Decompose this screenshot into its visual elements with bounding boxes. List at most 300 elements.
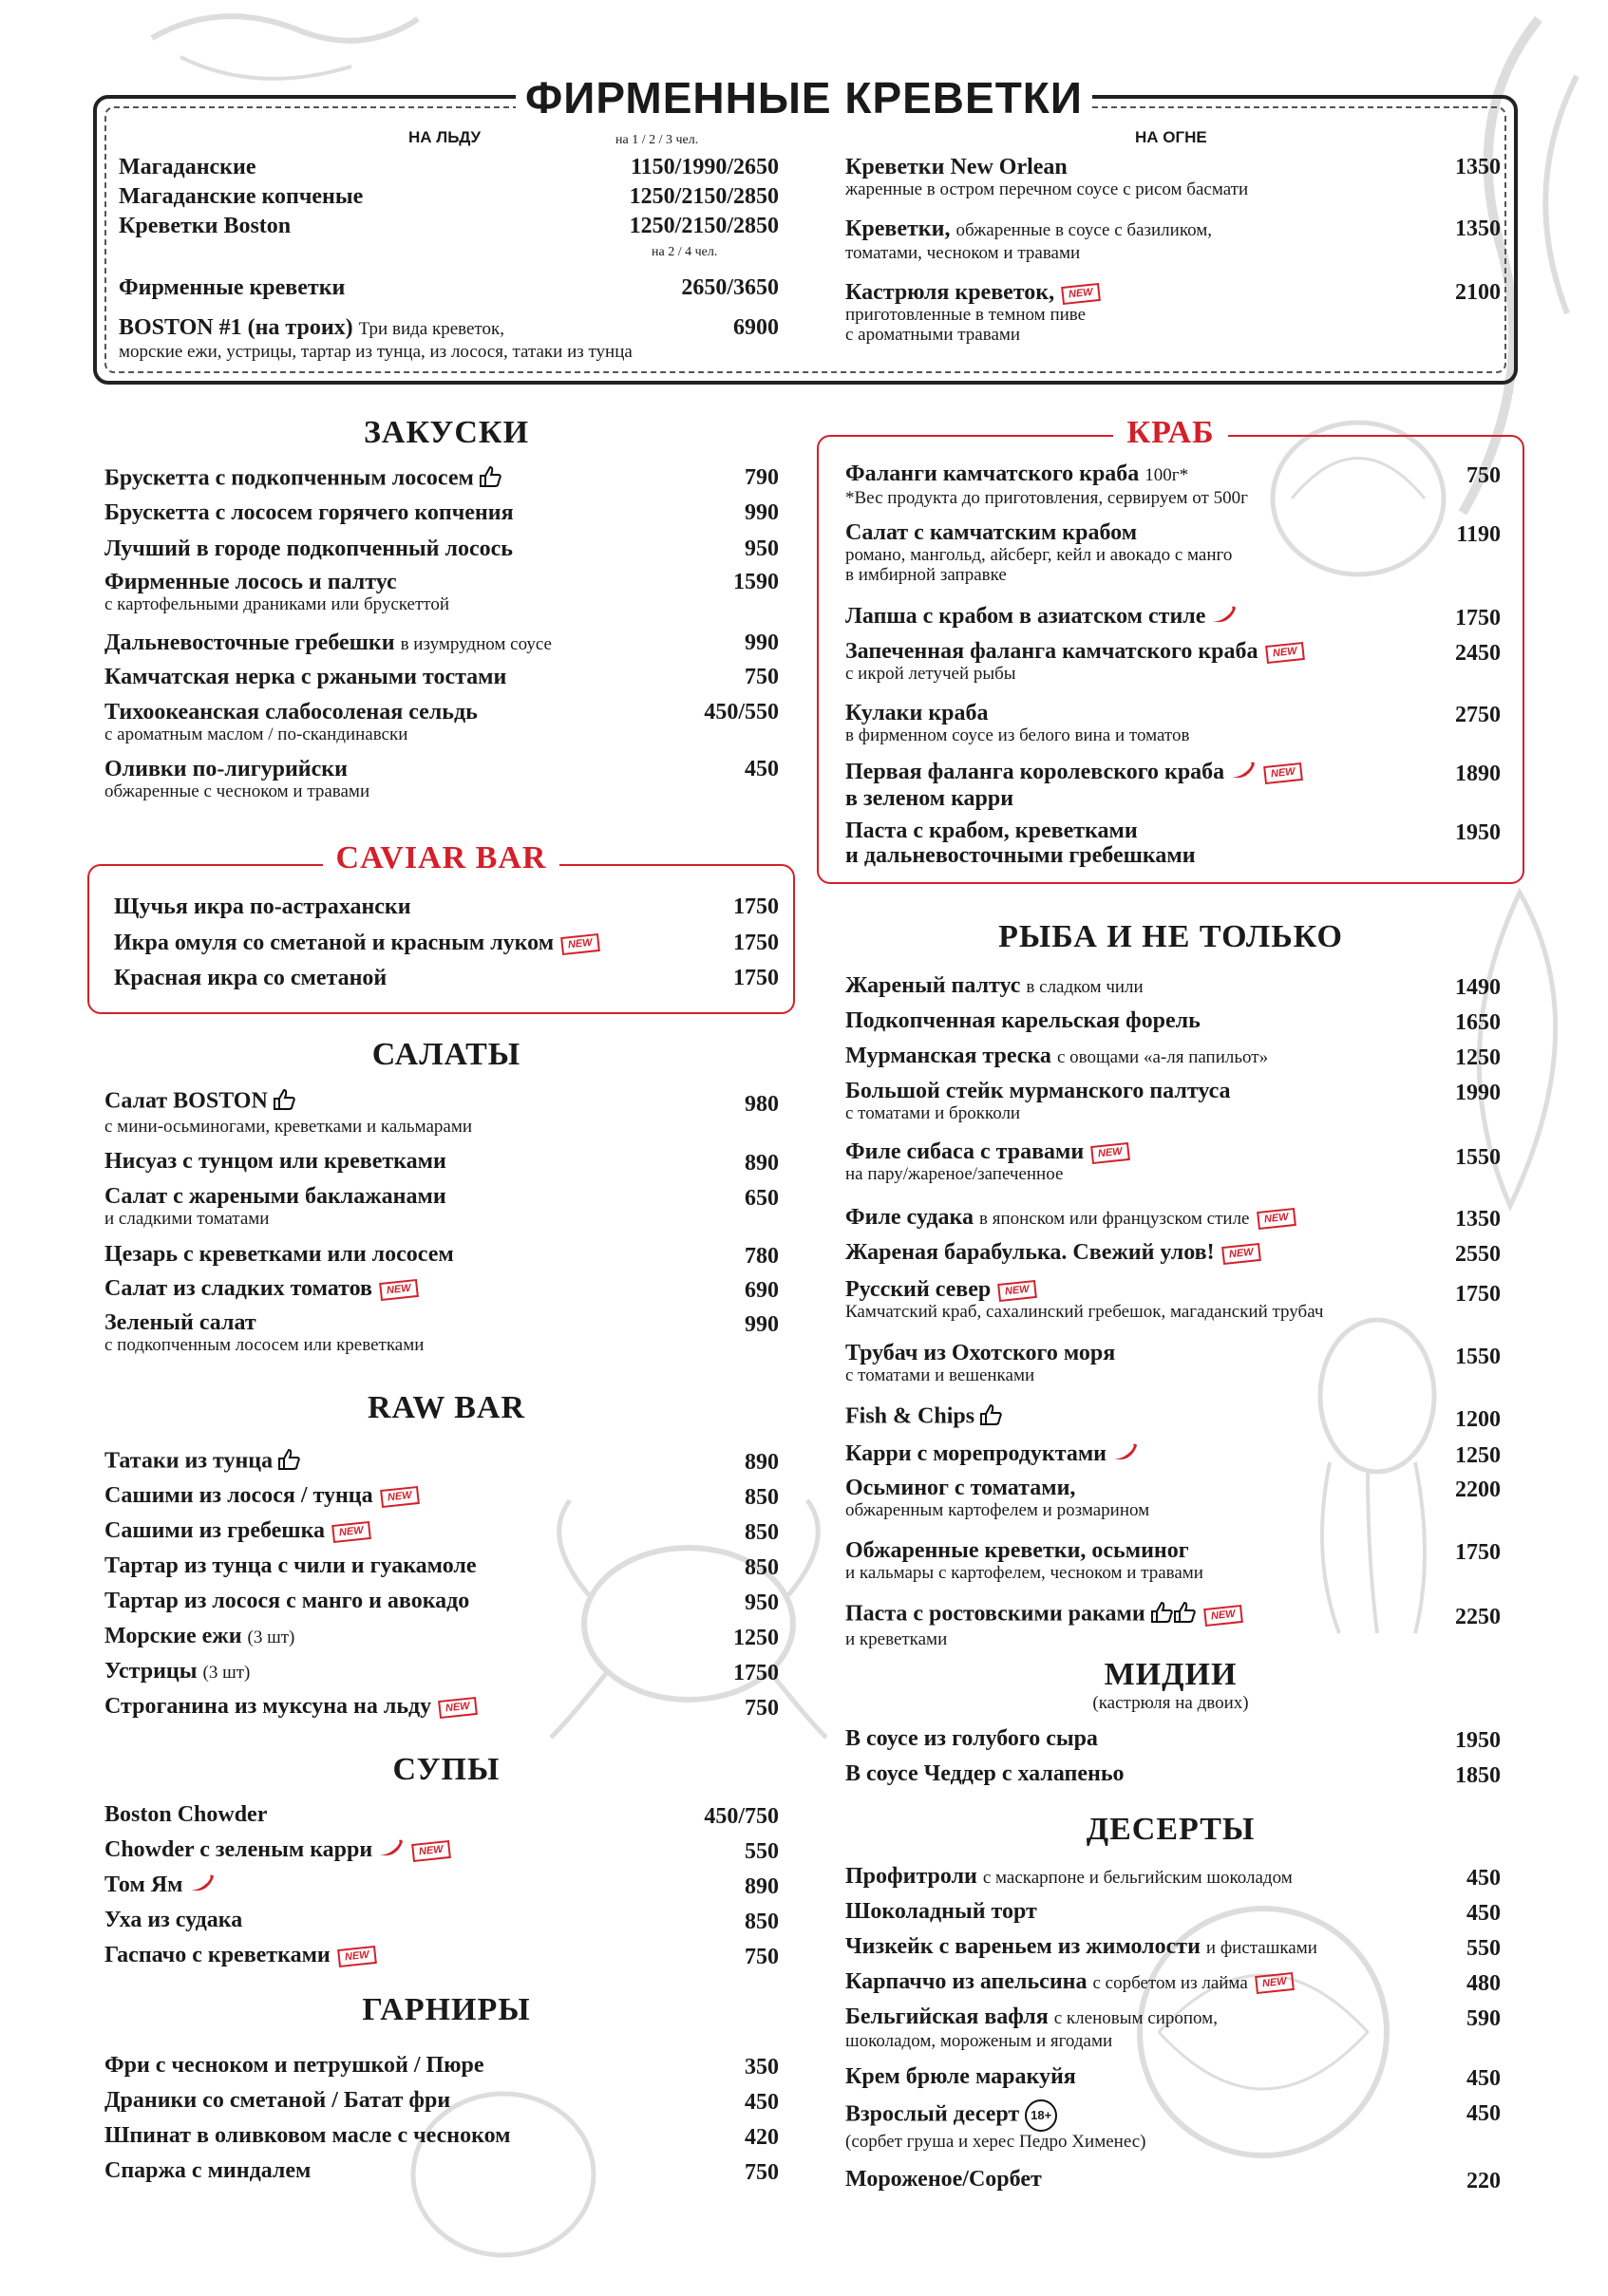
fire-heading: НА ОГНЕ bbox=[1135, 128, 1207, 146]
item-price: 550 bbox=[745, 1839, 779, 1864]
item-name: Магаданские копченые bbox=[119, 184, 364, 209]
item-name-extra: Три вида креветок, bbox=[358, 319, 504, 339]
menu-item bbox=[845, 973, 1144, 1000]
item-description: с томатами и вешенками bbox=[845, 1365, 1035, 1385]
item-description: на пару/жареное/запеченное bbox=[845, 1164, 1064, 1184]
item-name bbox=[845, 1240, 1259, 1265]
item-name-text: Русский север bbox=[845, 1277, 992, 1302]
item-description: с ароматным маслом / по-скандинавски bbox=[104, 725, 408, 744]
item-name-line-2: и дальневосточными гребешками bbox=[845, 843, 1196, 868]
item-name: Нисуаз с тунцом или креветками bbox=[104, 1149, 446, 1174]
item-price: 1850 bbox=[1455, 1763, 1501, 1788]
menu-item bbox=[104, 1448, 301, 1477]
menu-item bbox=[104, 1310, 424, 1355]
section-title-rawbar: RAW BAR bbox=[367, 1390, 525, 1425]
menu-item bbox=[114, 894, 411, 919]
item-name bbox=[845, 1205, 1295, 1232]
item-price: 550 bbox=[1466, 1936, 1501, 1961]
item-price: 850 bbox=[745, 1485, 779, 1510]
chili-pepper-icon bbox=[187, 1873, 216, 1899]
item-price: 6900 bbox=[733, 315, 779, 340]
item-price: 750 bbox=[745, 2160, 779, 2185]
item-name bbox=[845, 639, 1303, 664]
menu-item bbox=[845, 1079, 1231, 1123]
item-price: 2750 bbox=[1455, 703, 1501, 727]
item-name: Красная икра со сметаной bbox=[114, 966, 388, 990]
item-name-text: Chowder с зеленым карри bbox=[104, 1837, 373, 1862]
item-name-text: Икра омуля со сметаной и красным луком bbox=[114, 931, 555, 955]
item-price: 850 bbox=[745, 1910, 779, 1934]
menu-item bbox=[845, 1538, 1203, 1583]
item-price: 1250 bbox=[733, 1626, 779, 1650]
item-name-text: Чизкейк с вареньем из жимолости bbox=[845, 1934, 1201, 1959]
thumbs-up-icon bbox=[478, 465, 502, 494]
menu-item bbox=[104, 500, 514, 525]
item-name bbox=[845, 461, 1248, 488]
menu-item bbox=[845, 760, 1302, 811]
menu-item bbox=[104, 630, 552, 657]
menu-item bbox=[845, 1601, 1241, 1649]
item-price: 750 bbox=[745, 1945, 779, 1969]
item-name bbox=[104, 1694, 477, 1719]
menu-item bbox=[104, 1553, 477, 1578]
item-price: 1750 bbox=[733, 1661, 779, 1685]
new-badge: NEW bbox=[411, 1840, 450, 1862]
menu-item bbox=[845, 461, 1248, 508]
item-name-text: Морские ежи bbox=[104, 1624, 242, 1648]
item-name-extra: в японском или французском стиле bbox=[979, 1209, 1250, 1229]
new-badge: NEW bbox=[1203, 1604, 1242, 1626]
menu-item bbox=[104, 570, 449, 614]
item-name-text: Профитроли bbox=[845, 1864, 977, 1889]
menu-item bbox=[845, 1726, 1098, 1751]
thumbs-up-double-icon bbox=[1149, 1601, 1197, 1629]
item-price: 790 bbox=[745, 465, 779, 490]
menu-item bbox=[845, 2004, 1218, 2051]
menu-item bbox=[104, 2123, 510, 2148]
item-price: 1490 bbox=[1455, 975, 1501, 1000]
item-name-extra: (3 шт) bbox=[202, 1663, 251, 1683]
item-name-text: Брускетта с подкопченным лососем bbox=[104, 465, 474, 491]
item-name-extra: в сладком чили bbox=[1026, 977, 1144, 997]
menu-item bbox=[104, 1149, 446, 1174]
menu-item bbox=[119, 155, 255, 179]
menu-item bbox=[845, 280, 1100, 345]
item-name-text: Жареная барабулька. Свежий улов! bbox=[845, 1240, 1215, 1265]
menu-item bbox=[104, 1483, 418, 1508]
item-name bbox=[104, 1088, 472, 1117]
item-price: 350 bbox=[745, 2055, 779, 2080]
menu-item bbox=[845, 1205, 1295, 1232]
new-badge: NEW bbox=[331, 1521, 370, 1543]
item-description-2: в имбирной заправке bbox=[845, 565, 1007, 585]
item-name bbox=[104, 1448, 301, 1477]
menu-item bbox=[845, 155, 1248, 199]
item-price: 1750 bbox=[733, 931, 779, 955]
menu-item bbox=[104, 1694, 477, 1719]
thumbs-up-icon bbox=[272, 1088, 296, 1117]
menu-item bbox=[104, 1659, 250, 1685]
item-name: Зеленый салат bbox=[104, 1310, 256, 1335]
item-name-extra: (3 шт) bbox=[247, 1628, 295, 1647]
item-price: 2200 bbox=[1455, 1477, 1501, 1502]
item-name bbox=[845, 1969, 1293, 1996]
item-name bbox=[104, 1873, 216, 1899]
item-name: Брускетта с лососем горячего копчения bbox=[104, 500, 514, 525]
chili-pepper-icon bbox=[1110, 1441, 1139, 1468]
item-name bbox=[845, 1441, 1139, 1468]
menu-item bbox=[845, 1864, 1293, 1891]
new-badge: NEW bbox=[380, 1486, 419, 1508]
item-price: 750 bbox=[745, 665, 779, 689]
new-badge: NEW bbox=[1221, 1243, 1260, 1265]
item-name-extra: с овощами «а-ля папильот» bbox=[1056, 1047, 1269, 1067]
item-description: (сорбет груша и херес Педро Хименес) bbox=[845, 2132, 1146, 2152]
item-price: 2250 bbox=[1455, 1605, 1501, 1629]
item-name-text: Карпаччо из апельсина bbox=[845, 1969, 1088, 1994]
menu-item bbox=[845, 2099, 1146, 2152]
item-name-text: Взрослый десерт bbox=[845, 2101, 1020, 2127]
item-name-text: Фаланги камчатского краба bbox=[845, 461, 1140, 486]
item-name-text: Лапша с крабом в азиатском стиле bbox=[845, 604, 1206, 629]
menu-item bbox=[845, 520, 1232, 585]
item-name: Кулаки краба bbox=[845, 701, 989, 725]
item-name bbox=[845, 2004, 1218, 2031]
item-name-extra: с маскарпоне и бельгийским шоколадом bbox=[982, 1868, 1293, 1888]
item-price: 220 bbox=[1466, 2169, 1501, 2193]
item-name: Оливки по-лигурийски bbox=[104, 757, 348, 781]
item-description: с подкопченным лососем или креветками bbox=[104, 1335, 425, 1355]
item-name-text: Мурманская треска bbox=[845, 1044, 1051, 1068]
item-price: 1750 bbox=[733, 966, 779, 990]
thumbs-up-icon bbox=[276, 1448, 301, 1477]
item-name-extra: с кленовым сиропом, bbox=[1053, 2008, 1218, 2028]
new-badge: NEW bbox=[1257, 1208, 1296, 1230]
item-description: приготовленные в темном пиве bbox=[845, 305, 1087, 325]
menu-item bbox=[845, 819, 1196, 868]
item-name: Boston Chowder bbox=[104, 1802, 268, 1827]
section-title-sides: ГАРНИРЫ bbox=[362, 1992, 531, 2027]
section-title-crab bbox=[817, 415, 1524, 451]
new-badge: NEW bbox=[1263, 762, 1302, 784]
menu-item bbox=[104, 1242, 454, 1267]
item-name bbox=[845, 1403, 1003, 1432]
section-title-caviar bbox=[87, 840, 795, 876]
item-name-extra: с сорбетом из лайма bbox=[1092, 1973, 1248, 1993]
item-price: 2450 bbox=[1455, 641, 1501, 666]
item-name bbox=[845, 973, 1144, 1000]
item-description: Камчатский краб, сахалинский гребешок, магаданский трубач bbox=[845, 1302, 1324, 1322]
item-price: 950 bbox=[745, 1590, 779, 1615]
new-badge: NEW bbox=[1061, 283, 1100, 305]
menu-item bbox=[119, 275, 345, 300]
item-price: 1200 bbox=[1455, 1407, 1501, 1432]
menu-item bbox=[845, 1934, 1317, 1961]
menu-item bbox=[845, 1277, 1323, 1322]
item-price: 450 bbox=[1466, 1866, 1501, 1891]
item-price: 1550 bbox=[1455, 1345, 1501, 1369]
item-price: 1250/2150/2850 bbox=[629, 214, 779, 238]
item-price: 1650 bbox=[1455, 1010, 1501, 1035]
menu-item bbox=[845, 2167, 1042, 2192]
item-name: Фирменные креветки bbox=[119, 275, 346, 300]
item-price: 1250 bbox=[1455, 1045, 1501, 1070]
menu-item bbox=[104, 1943, 375, 1967]
item-name: Трубач из Охотского моря bbox=[845, 1341, 1116, 1365]
signature-shrimp-title bbox=[0, 72, 1608, 123]
item-price: 1350 bbox=[1455, 1207, 1501, 1232]
item-name: Фри с чесноком и петрушкой / Пюре bbox=[104, 2053, 484, 2078]
section-title-mussels: МИДИИ bbox=[1104, 1657, 1238, 1692]
item-name bbox=[845, 216, 1212, 243]
item-price: 1350 bbox=[1455, 216, 1501, 241]
item-name-text: Том Ям bbox=[104, 1873, 183, 1897]
item-description: *Вес продукта до приготовления, сервируем от 500г bbox=[845, 488, 1248, 508]
menu-item bbox=[104, 1589, 469, 1613]
item-name-text: Бельгийская вафля bbox=[845, 2004, 1049, 2029]
menu-item bbox=[104, 2088, 450, 2113]
item-price: 450/550 bbox=[704, 700, 779, 725]
menu-item bbox=[104, 1624, 294, 1650]
item-description: и сладкими томатами bbox=[104, 1209, 270, 1229]
item-price: 2650/3650 bbox=[681, 275, 779, 300]
item-description: томатами, чесноком и травами bbox=[845, 243, 1081, 263]
menu-item bbox=[845, 1240, 1259, 1265]
chili-pepper-icon bbox=[376, 1837, 405, 1864]
item-price: 890 bbox=[745, 1151, 779, 1176]
item-price: 650 bbox=[745, 1186, 779, 1211]
item-description: морские ежи, устрицы, тартар из тунца, из лосося, татаки из тунца bbox=[119, 342, 633, 362]
item-price: 990 bbox=[745, 630, 779, 655]
item-price: 890 bbox=[745, 1874, 779, 1899]
item-description-2: с ароматными травами bbox=[845, 325, 1021, 345]
item-name bbox=[845, 2099, 1146, 2132]
ice-portion-note: на 1 / 2 / 3 чел. bbox=[615, 133, 699, 147]
item-name-text: Татаки из тунца bbox=[104, 1448, 274, 1474]
item-description: и креветками bbox=[845, 1629, 948, 1649]
item-price: 1750 bbox=[733, 894, 779, 919]
menu-item bbox=[845, 1341, 1115, 1385]
new-badge: NEW bbox=[1265, 642, 1304, 664]
item-name bbox=[845, 1139, 1129, 1164]
item-name-text: Fish & Chips bbox=[845, 1403, 975, 1429]
menu-item bbox=[845, 1044, 1268, 1070]
item-price: 2550 bbox=[1455, 1242, 1501, 1267]
item-name-extra: и фисташками bbox=[1205, 1938, 1317, 1958]
item-name bbox=[845, 1934, 1317, 1961]
item-name: Подкопченная карельская форель bbox=[845, 1008, 1201, 1033]
menu-item bbox=[845, 604, 1238, 630]
item-name bbox=[104, 1659, 250, 1685]
item-name-text: Креветки, bbox=[845, 216, 951, 241]
menu-item bbox=[104, 665, 506, 689]
item-name bbox=[104, 630, 552, 657]
item-name: Щучья икра по-астрахански bbox=[114, 894, 411, 919]
item-name-text: Сашими из гребешка bbox=[104, 1518, 326, 1543]
item-price: 1150/1990/2650 bbox=[630, 155, 779, 179]
item-name bbox=[114, 931, 599, 955]
item-name-text: Жареный палтус bbox=[845, 973, 1021, 998]
item-name bbox=[104, 1276, 418, 1301]
new-badge: NEW bbox=[1255, 1972, 1294, 1994]
item-name-text: Гаспачо с креветками bbox=[104, 1943, 331, 1967]
item-name-text: Салат из сладких томатов bbox=[104, 1276, 372, 1301]
item-price: 990 bbox=[745, 1312, 779, 1337]
section-title-fish: РЫБА И НЕ ТОЛЬКО bbox=[998, 919, 1343, 954]
new-badge: NEW bbox=[337, 1946, 376, 1967]
menu-item bbox=[845, 1476, 1149, 1520]
signature-title-text: ФИРМЕННЫЕ КРЕВЕТКИ bbox=[516, 73, 1092, 122]
item-name: Обжаренные креветки, осьминог bbox=[845, 1538, 1189, 1563]
item-price: 450 bbox=[1466, 2101, 1501, 2126]
item-name-text: Первая фаланга королевского краба bbox=[845, 760, 1225, 784]
menu-item bbox=[104, 1837, 450, 1864]
item-price: 750 bbox=[745, 1696, 779, 1721]
item-price: 480 bbox=[1466, 1971, 1501, 1996]
menu-item bbox=[104, 2053, 484, 2078]
item-name: Крем брюле маракуйя bbox=[845, 2064, 1076, 2089]
item-price: 590 bbox=[1466, 2006, 1501, 2031]
item-name: Тартар из тунца с чили и гуакамоле bbox=[104, 1553, 477, 1578]
item-price: 690 bbox=[745, 1278, 779, 1303]
item-name: Лучший в городе подкопченный лосось bbox=[104, 536, 513, 561]
menu-item bbox=[845, 1403, 1003, 1432]
item-name-extra: обжаренные в соусе с базиликом, bbox=[955, 220, 1213, 240]
menu-item bbox=[845, 1899, 1037, 1924]
item-price: 750 bbox=[1466, 463, 1501, 488]
item-name: Шоколадный торт bbox=[845, 1899, 1037, 1924]
item-name: Магаданские bbox=[119, 155, 256, 179]
item-price: 1250 bbox=[1455, 1443, 1501, 1468]
menu-item bbox=[845, 1139, 1129, 1184]
menu-item bbox=[845, 639, 1303, 684]
item-price: 2100 bbox=[1455, 280, 1501, 305]
menu-item bbox=[104, 465, 502, 494]
menu-item bbox=[104, 1184, 446, 1229]
item-name bbox=[845, 280, 1100, 305]
item-description: с мини-осьминогами, креветками и кальмарами bbox=[104, 1117, 473, 1137]
item-name-text: Строганина из муксуна на льду bbox=[104, 1694, 432, 1719]
age-restriction-badge: 18+ bbox=[1025, 2099, 1057, 2132]
item-name-extra: в изумрудном соусе bbox=[400, 634, 552, 654]
item-price: 450 bbox=[1466, 2066, 1501, 2091]
item-name-text: Сашими из лосося / тунца bbox=[104, 1483, 373, 1508]
item-description: шоколадом, мороженым и ягодами bbox=[845, 2031, 1113, 2051]
item-price: 1750 bbox=[1455, 1540, 1501, 1565]
item-price: 1350 bbox=[1455, 155, 1501, 179]
item-name: Камчатская нерка с ржаными тостами bbox=[104, 665, 507, 689]
new-badge: NEW bbox=[1090, 1142, 1129, 1164]
item-price: 420 bbox=[745, 2125, 779, 2150]
menu-item bbox=[845, 1969, 1293, 1996]
item-name-line-2: в зеленом карри bbox=[845, 786, 1014, 812]
menu-item bbox=[104, 757, 369, 801]
item-name: Драники со сметаной / Батат фри bbox=[104, 2088, 451, 2113]
item-name: Салат с камчатским крабом bbox=[845, 520, 1138, 545]
menu-item bbox=[104, 1518, 370, 1543]
item-name: Цезарь с креветками или лососем bbox=[104, 1242, 454, 1267]
ice-portion-note-2: на 2 / 4 чел. bbox=[652, 245, 718, 259]
item-price: 850 bbox=[745, 1555, 779, 1580]
item-description: жаренные в остром перечном соусе с рисом басмати bbox=[845, 179, 1249, 199]
item-description: в фирменном соусе из белого вина и томатов bbox=[845, 725, 1190, 745]
item-name bbox=[104, 1483, 418, 1508]
section-title-salads: САЛАТЫ bbox=[371, 1037, 521, 1072]
item-name: Тихоокеанская слабосоленая сельдь bbox=[104, 700, 478, 725]
item-name: Креветки New Orlean bbox=[845, 155, 1068, 179]
item-description: обжаренным картофелем и розмарином bbox=[845, 1500, 1150, 1520]
item-price: 450/750 bbox=[704, 1804, 779, 1829]
menu-item bbox=[104, 1802, 267, 1827]
item-description: романо, мангольд, айсберг, кейл и авокадо с манго bbox=[845, 545, 1233, 565]
item-name-extra: 100г* bbox=[1145, 465, 1189, 485]
new-badge: NEW bbox=[379, 1279, 418, 1301]
item-name-text: Дальневосточные гребешки bbox=[104, 630, 395, 655]
menu-item bbox=[845, 1008, 1201, 1033]
item-description: с картофельными драниками или брускеттой bbox=[104, 594, 450, 614]
chili-pepper-icon bbox=[1209, 604, 1238, 630]
item-name bbox=[104, 1518, 370, 1543]
item-name: Паста с крабом, креветками bbox=[845, 819, 1138, 843]
item-price: 1190 bbox=[1456, 522, 1501, 547]
menu-item bbox=[119, 214, 291, 238]
ice-heading: НА ЛЬДУ bbox=[408, 128, 482, 146]
item-price: 1950 bbox=[1455, 820, 1501, 845]
item-description: с томатами и брокколи bbox=[845, 1103, 1021, 1123]
mussels-subtitle: (кастрюля на двоих) bbox=[1092, 1693, 1249, 1713]
item-name: Тартар из лосося с манго и авокадо bbox=[104, 1589, 470, 1613]
item-name: Мороженое/Сорбет bbox=[845, 2167, 1042, 2192]
item-price: 1950 bbox=[1455, 1728, 1501, 1753]
menu-item bbox=[845, 701, 1189, 745]
item-name bbox=[845, 760, 1302, 786]
item-price: 450 bbox=[745, 2090, 779, 2115]
item-name bbox=[845, 1277, 1323, 1302]
new-badge: NEW bbox=[438, 1697, 477, 1719]
item-price: 450 bbox=[745, 757, 779, 781]
item-price: 1750 bbox=[1455, 606, 1501, 630]
menu-item bbox=[104, 700, 478, 744]
item-name-text: Филе судака bbox=[845, 1205, 974, 1230]
item-name: Уха из судака bbox=[104, 1908, 243, 1932]
menu-item bbox=[845, 1761, 1125, 1786]
menu-item bbox=[119, 184, 363, 209]
item-name bbox=[845, 1044, 1268, 1070]
item-price: 450 bbox=[1466, 1901, 1501, 1926]
menu-item bbox=[104, 1908, 242, 1932]
caviar-title-text: CAVIAR BAR bbox=[323, 840, 560, 875]
new-badge: NEW bbox=[560, 933, 599, 955]
menu-item bbox=[104, 1088, 472, 1137]
item-name-text: Карри с морепродуктами bbox=[845, 1441, 1107, 1466]
item-name: Шпинат в оливковом масле с чесноком bbox=[104, 2123, 511, 2148]
item-name bbox=[104, 1837, 450, 1864]
section-title-desserts: ДЕСЕРТЫ bbox=[1086, 1812, 1256, 1847]
item-description: с икрой летучей рыбы bbox=[845, 664, 1016, 684]
menu-item bbox=[114, 931, 599, 955]
item-name: Спаржа с миндалем bbox=[104, 2158, 312, 2183]
section-title-soups: СУПЫ bbox=[392, 1752, 501, 1787]
item-price: 950 bbox=[745, 536, 779, 561]
item-price: 890 bbox=[745, 1450, 779, 1475]
menu-item bbox=[104, 1276, 418, 1301]
item-name bbox=[104, 1624, 294, 1650]
item-price: 850 bbox=[745, 1520, 779, 1545]
item-name: В соусе из голубого сыра bbox=[845, 1726, 1098, 1751]
item-price: 780 bbox=[745, 1244, 779, 1269]
item-name-text: BOSTON #1 (на троих) bbox=[119, 315, 353, 340]
item-name: В соусе Чеддер с халапеньо bbox=[845, 1761, 1125, 1786]
